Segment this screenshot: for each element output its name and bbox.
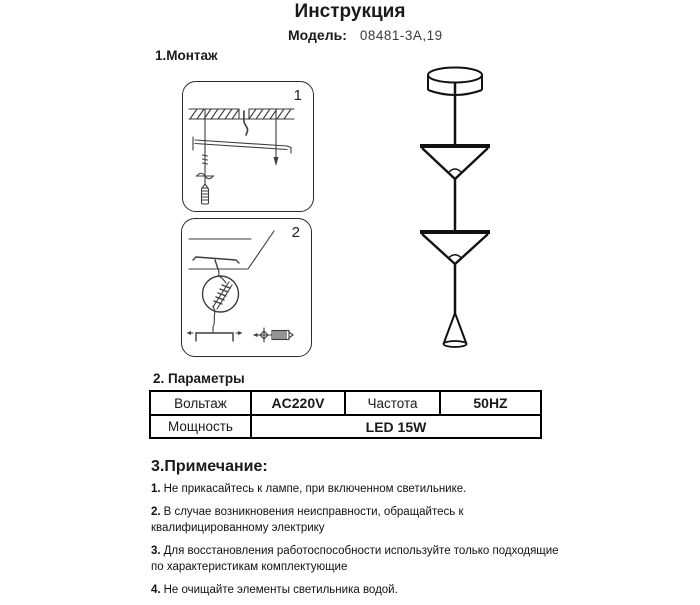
figure-1-diagram bbox=[183, 82, 313, 211]
voltage-value-cell: AC220V bbox=[251, 391, 345, 415]
figure-2-panel bbox=[181, 218, 312, 357]
power-label-cell: Мощность bbox=[150, 415, 251, 438]
note-text: Не очищайте элементы светильника водой. bbox=[163, 584, 398, 596]
note-item bbox=[151, 504, 565, 536]
model-value: 08481-3A,19 bbox=[359, 28, 443, 43]
note-number: 1. bbox=[151, 483, 161, 495]
section-parameters-heading: 2. Параметры bbox=[153, 371, 245, 386]
section-notes-heading: 3.Примечание: bbox=[151, 458, 268, 475]
notes-list bbox=[151, 481, 565, 605]
note-text: Для восстановления работоспособности используйте только подходящие по характеристикам комплектующие bbox=[151, 545, 559, 573]
page-title: Инструкция bbox=[294, 1, 406, 22]
parameters-table bbox=[149, 390, 542, 439]
note-item bbox=[151, 543, 565, 575]
note-text: В случае возникновения неисправности, обращайтесь к квалифицированному электрику bbox=[151, 506, 464, 534]
note-number: 2. bbox=[151, 506, 161, 518]
note-text: Не прикасайтесь к лампе, при включенном светильнике. bbox=[163, 483, 467, 495]
table-row bbox=[150, 391, 541, 415]
model-row bbox=[288, 27, 443, 43]
table-row bbox=[150, 415, 541, 438]
frequency-value-cell: 50HZ bbox=[440, 391, 541, 415]
voltage-label-cell: Вольтаж bbox=[150, 391, 251, 415]
power-value-cell: LED 15W bbox=[251, 415, 541, 438]
model-label: Модель: bbox=[288, 27, 347, 43]
frequency-label-cell: Частота bbox=[345, 391, 440, 415]
pendant-lamp-diagram bbox=[400, 60, 510, 355]
figure-1-number: 1 bbox=[293, 87, 302, 104]
note-number: 4. bbox=[151, 584, 161, 596]
figure-1-panel bbox=[182, 81, 314, 212]
note-number: 3. bbox=[151, 545, 161, 557]
section-montage-heading: 1.Монтаж bbox=[155, 48, 218, 63]
note-item bbox=[151, 582, 565, 598]
figure-2-number: 2 bbox=[291, 224, 300, 241]
figure-2-diagram bbox=[182, 219, 311, 356]
note-item bbox=[151, 481, 565, 497]
